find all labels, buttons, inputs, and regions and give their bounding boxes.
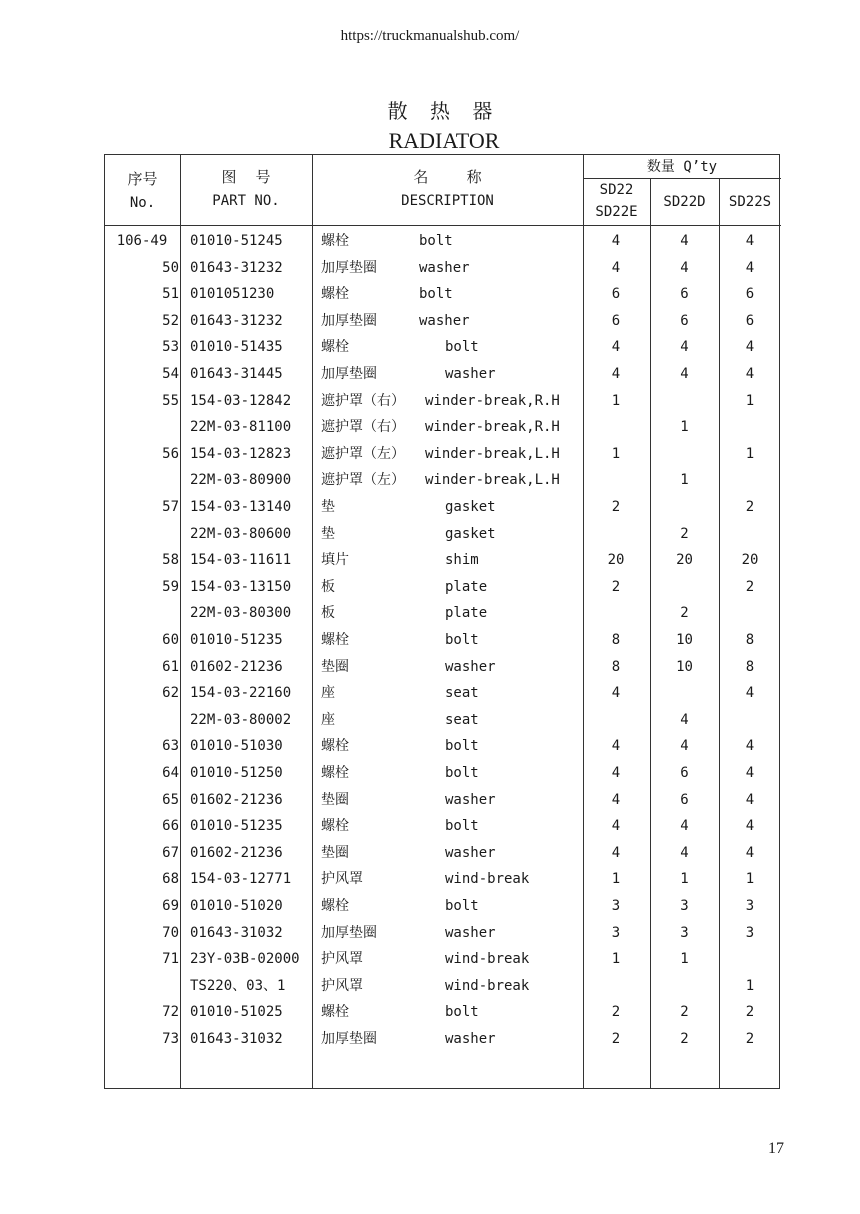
- row-number: 66: [162, 818, 179, 835]
- part-description: bolt: [445, 339, 479, 356]
- qty-sd22d: 6: [680, 312, 689, 329]
- title-chinese: 散 热 器: [387, 99, 501, 123]
- part-name-cn: 螺栓: [321, 233, 349, 249]
- part-description: shim: [445, 552, 479, 569]
- header-part-en: PART NO.: [212, 193, 280, 209]
- qty-sd22: 4: [611, 339, 621, 356]
- header-model-sd22d: SD22D: [663, 194, 706, 210]
- table-row: [105, 574, 781, 601]
- part-name-cn: 遮护罩（左）: [321, 445, 405, 462]
- part-number: 01602-21236: [190, 844, 283, 861]
- part-description: winder-break,R.H: [425, 392, 560, 409]
- part-name-cn: 护风罩: [321, 951, 363, 968]
- qty-sd22s: 4: [745, 791, 755, 808]
- qty-sd22: 3: [611, 924, 621, 941]
- row-number: 68: [162, 871, 179, 888]
- table-row: [105, 733, 781, 760]
- qty-sd22s: 4: [745, 765, 755, 781]
- table-row: [105, 494, 781, 521]
- qty-sd22: 2: [611, 499, 621, 515]
- qty-sd22d: 1: [680, 419, 689, 436]
- table-row: [105, 787, 781, 814]
- table-row: [105, 600, 781, 627]
- part-name-cn: 板: [321, 578, 335, 595]
- qty-sd22s: 3: [745, 924, 755, 941]
- table-row: [105, 654, 781, 681]
- qty-sd22: 4: [611, 259, 621, 276]
- header-qty: 数量 Q’ty: [646, 159, 718, 175]
- qty-sd22s: 2: [745, 499, 755, 515]
- table-row: [105, 999, 781, 1026]
- qty-sd22d: 20: [676, 552, 693, 569]
- qty-sd22s: 4: [745, 738, 755, 755]
- part-description: bolt: [445, 738, 479, 755]
- row-number: 59: [162, 578, 179, 595]
- part-name-cn: 垫: [321, 499, 335, 515]
- table-row: [105, 707, 781, 734]
- qty-sd22d: 2: [680, 605, 689, 622]
- part-name-cn: 加厚垫圈: [321, 312, 377, 329]
- qty-sd22: 3: [611, 898, 621, 914]
- part-number: 154-03-12842: [190, 392, 292, 409]
- qty-sd22s: 8: [745, 632, 755, 648]
- part-name-cn: 螺栓: [321, 738, 349, 755]
- part-number: 01643-31445: [190, 366, 283, 382]
- row-number: 60: [162, 632, 179, 648]
- part-name-cn: 螺栓: [321, 286, 349, 303]
- qty-sd22s: 2: [745, 578, 755, 595]
- row-number: 51: [162, 286, 179, 303]
- part-number: 154-03-13150: [190, 578, 292, 595]
- table-row: [105, 920, 781, 947]
- qty-sd22d: 4: [680, 711, 689, 728]
- qty-sd22s: 4: [745, 685, 755, 702]
- table-row: [105, 467, 781, 494]
- table-row: [105, 973, 781, 1000]
- qty-sd22d: 10: [676, 632, 693, 648]
- part-number: 23Y-03B-02000: [190, 951, 300, 968]
- part-name-cn: 垫圈: [321, 658, 349, 675]
- row-number: 56: [162, 445, 179, 462]
- part-number: 22M-03-80600: [190, 525, 292, 542]
- table-row: [105, 840, 781, 867]
- row-number: 69: [162, 898, 179, 914]
- qty-sd22d: 4: [680, 844, 689, 861]
- header-no-en: No.: [129, 195, 156, 211]
- qty-sd22: 4: [611, 818, 621, 835]
- qty-sd22: 4: [611, 765, 621, 781]
- qty-sd22: 4: [611, 844, 621, 861]
- part-number: 01643-31032: [190, 1031, 283, 1047]
- part-description: seat: [445, 685, 479, 702]
- part-number: 154-03-12823: [190, 445, 292, 462]
- row-number: 71: [162, 951, 179, 968]
- part-number: 01010-51245: [190, 233, 283, 249]
- qty-sd22s: 4: [745, 366, 755, 382]
- table-row: [105, 680, 781, 707]
- table-row: [105, 547, 781, 574]
- part-description: winder-break,L.H: [425, 445, 560, 462]
- part-name-cn: 加厚垫圈: [321, 924, 377, 941]
- qty-sd22s: 20: [741, 552, 759, 569]
- qty-sd22: 6: [611, 286, 621, 303]
- header-no-cn: 序号: [127, 170, 158, 188]
- row-number: 52: [162, 312, 179, 329]
- part-name-cn: 遮护罩（左）: [321, 472, 405, 489]
- qty-sd22s: 4: [745, 259, 755, 276]
- part-name-cn: 座: [321, 685, 335, 702]
- qty-sd22d: 2: [680, 1031, 689, 1047]
- part-description: plate: [445, 605, 488, 622]
- part-description: washer: [445, 366, 496, 382]
- qty-sd22d: 6: [680, 765, 689, 781]
- part-description: bolt: [445, 632, 479, 648]
- table-row: [105, 361, 781, 388]
- qty-sd22s: 1: [745, 977, 755, 994]
- qty-sd22: 4: [611, 366, 621, 382]
- part-name-cn: 垫圈: [321, 791, 349, 808]
- part-number: 01010-51025: [190, 1004, 283, 1021]
- row-number: 73: [162, 1031, 179, 1047]
- qty-sd22s: 4: [745, 339, 755, 356]
- part-number: 01010-51250: [190, 765, 283, 781]
- qty-sd22d: 4: [680, 233, 689, 249]
- part-description: bolt: [419, 286, 453, 303]
- part-description: bolt: [445, 818, 479, 835]
- qty-sd22s: 2: [745, 1004, 755, 1021]
- qty-sd22d: 3: [680, 898, 689, 914]
- qty-sd22d: 1: [680, 951, 689, 968]
- qty-sd22s: 4: [745, 844, 755, 861]
- table-row: [105, 866, 781, 893]
- part-name-cn: 垫: [321, 525, 335, 542]
- qty-sd22d: 4: [680, 259, 689, 276]
- part-description: bolt: [445, 1004, 479, 1021]
- qty-sd22: 1: [611, 871, 621, 888]
- part-number: 22M-03-80900: [190, 472, 292, 489]
- qty-sd22s: 1: [745, 392, 755, 409]
- part-number: 154-03-13140: [190, 499, 292, 515]
- part-name-cn: 垫圈: [321, 844, 349, 861]
- part-description: washer: [419, 312, 470, 329]
- row-number: 61: [162, 658, 179, 675]
- row-number: 54: [162, 366, 179, 382]
- qty-sd22d: 3: [680, 924, 689, 941]
- qty-sd22d: 1: [680, 871, 689, 888]
- qty-sd22d: 6: [680, 286, 689, 303]
- header-name-cn: 名 称: [413, 168, 482, 186]
- qty-sd22: 8: [611, 658, 621, 675]
- qty-sd22d: 6: [680, 791, 689, 808]
- part-name-cn: 填片: [321, 552, 349, 569]
- part-number: 01643-31232: [190, 259, 283, 276]
- row-number: 72: [162, 1004, 179, 1021]
- part-name-cn: 护风罩: [321, 977, 363, 994]
- row-number: 106-49: [116, 233, 168, 249]
- part-description: gasket: [445, 499, 496, 515]
- part-description: wind-break: [445, 871, 530, 888]
- row-number: 53: [162, 339, 179, 356]
- part-name-cn: 螺栓: [321, 1004, 349, 1021]
- qty-sd22s: 4: [745, 818, 755, 835]
- row-number: 55: [162, 392, 179, 409]
- header-model-sd22: SD22: [599, 182, 634, 198]
- part-number: 01602-21236: [190, 791, 283, 808]
- part-number: 01643-31032: [190, 924, 283, 941]
- row-number: 64: [162, 765, 179, 781]
- part-name-cn: 加厚垫圈: [321, 1031, 377, 1047]
- qty-sd22d: 4: [680, 738, 689, 755]
- part-description: wind-break: [445, 977, 530, 994]
- qty-sd22: 1: [611, 445, 621, 462]
- qty-sd22: 4: [611, 791, 621, 808]
- qty-sd22s: 8: [745, 658, 755, 675]
- part-number: 01010-51020: [190, 898, 283, 914]
- part-description: washer: [445, 658, 496, 675]
- part-name-cn: 加厚垫圈: [321, 366, 377, 382]
- source-url: https://truckmanualshub.com/: [340, 28, 520, 44]
- part-name-cn: 螺栓: [321, 818, 349, 835]
- part-number: 01010-51435: [190, 339, 283, 356]
- header-divider: [105, 225, 781, 226]
- table-row: [105, 308, 781, 335]
- row-number: 65: [162, 791, 179, 808]
- row-number: 62: [162, 685, 179, 702]
- part-description: wind-break: [445, 951, 530, 968]
- part-name-cn: 螺栓: [321, 632, 349, 648]
- part-name-cn: 座: [321, 711, 335, 728]
- qty-sd22: 6: [611, 312, 621, 329]
- qty-sd22d: 4: [680, 818, 689, 835]
- part-description: washer: [445, 924, 496, 941]
- title-english: RADIATOR: [388, 128, 500, 153]
- qty-sd22s: 3: [745, 898, 755, 914]
- qty-sd22: 1: [611, 951, 621, 968]
- qty-sd22s: 1: [745, 445, 755, 462]
- row-number: 57: [162, 499, 179, 515]
- part-name-cn: 螺栓: [321, 339, 349, 356]
- part-number: 01010-51030: [190, 738, 283, 755]
- part-description: washer: [445, 844, 496, 861]
- parts-table: [104, 154, 780, 1089]
- table-row: [105, 521, 781, 548]
- part-name-cn: 护风罩: [321, 871, 363, 888]
- part-description: bolt: [445, 898, 479, 914]
- part-name-cn: 板: [321, 605, 335, 622]
- table-row: [105, 893, 781, 920]
- part-number: 154-03-11611: [190, 552, 292, 569]
- part-number: TS220、03、1: [190, 977, 286, 994]
- qty-sd22: 4: [611, 685, 621, 702]
- qty-sd22d: 4: [680, 339, 689, 356]
- qty-sd22: 2: [611, 1031, 621, 1047]
- qty-sd22: 4: [611, 233, 621, 249]
- part-description: washer: [419, 259, 470, 276]
- qty-sd22s: 4: [745, 233, 755, 249]
- part-description: bolt: [445, 765, 479, 781]
- part-description: gasket: [445, 525, 496, 542]
- table-row: [105, 760, 781, 787]
- qty-sd22: 4: [611, 738, 621, 755]
- qty-sd22s: 6: [745, 286, 755, 303]
- part-number: 22M-03-80002: [190, 711, 292, 728]
- part-description: plate: [445, 578, 488, 595]
- table-row: [105, 813, 781, 840]
- qty-sd22d: 1: [680, 472, 689, 489]
- part-description: seat: [445, 711, 479, 728]
- row-number: 58: [162, 552, 179, 569]
- part-number: 01010-51235: [190, 632, 283, 648]
- part-name-cn: 螺栓: [321, 898, 349, 914]
- part-name-cn: 加厚垫圈: [321, 259, 377, 276]
- table-row: [105, 388, 781, 415]
- table-row: [105, 946, 781, 973]
- table-row: [105, 255, 781, 282]
- table-row: [105, 281, 781, 308]
- qty-sd22: 2: [611, 578, 621, 595]
- qty-sd22d: 2: [680, 1004, 689, 1021]
- part-number: 01602-21236: [190, 658, 283, 675]
- part-number: 154-03-22160: [190, 685, 292, 702]
- part-description: bolt: [419, 233, 453, 249]
- qty-sd22s: 1: [745, 871, 755, 888]
- qty-sd22s: 2: [745, 1031, 755, 1047]
- row-number: 63: [162, 738, 179, 755]
- header-model-sd22s: SD22S: [728, 194, 772, 210]
- qty-sd22: 2: [611, 1004, 621, 1021]
- table-row: [105, 627, 781, 654]
- header-model-sd22e: SD22E: [595, 204, 638, 220]
- part-number: 01010-51235: [190, 818, 283, 835]
- table-row: [105, 228, 781, 255]
- part-description: washer: [445, 791, 496, 808]
- row-number: 70: [162, 924, 179, 941]
- row-number: 67: [162, 844, 179, 861]
- part-number: 154-03-12771: [190, 871, 292, 888]
- qty-sd22: 1: [611, 392, 621, 409]
- header-name-en: DESCRIPTION: [401, 193, 494, 209]
- table-row: [105, 334, 781, 361]
- part-number: 01643-31232: [190, 312, 283, 329]
- part-name-cn: 遮护罩（右）: [321, 419, 405, 436]
- part-description: winder-break,L.H: [425, 472, 560, 489]
- qty-sd22: 20: [607, 552, 625, 569]
- qty-sd22d: 2: [680, 525, 689, 542]
- part-name-cn: 遮护罩（右）: [321, 392, 405, 409]
- qty-sd22s: 6: [745, 312, 755, 329]
- part-description: winder-break,R.H: [425, 419, 560, 436]
- part-name-cn: 螺栓: [321, 765, 349, 781]
- qty-sd22d: 4: [680, 366, 689, 382]
- qty-sd22d: 10: [676, 658, 693, 675]
- row-number: 50: [162, 259, 179, 276]
- table-row: [105, 414, 781, 441]
- page-number: 17: [768, 1140, 784, 1157]
- part-number: 22M-03-80300: [190, 605, 292, 622]
- table-row: [105, 1026, 781, 1053]
- header-part-cn: 图 号: [221, 168, 271, 186]
- part-number: 22M-03-81100: [190, 419, 292, 436]
- table-row: [105, 441, 781, 468]
- part-description: washer: [445, 1031, 496, 1047]
- part-number: 0101051230: [190, 286, 275, 303]
- qty-sd22: 8: [611, 632, 621, 648]
